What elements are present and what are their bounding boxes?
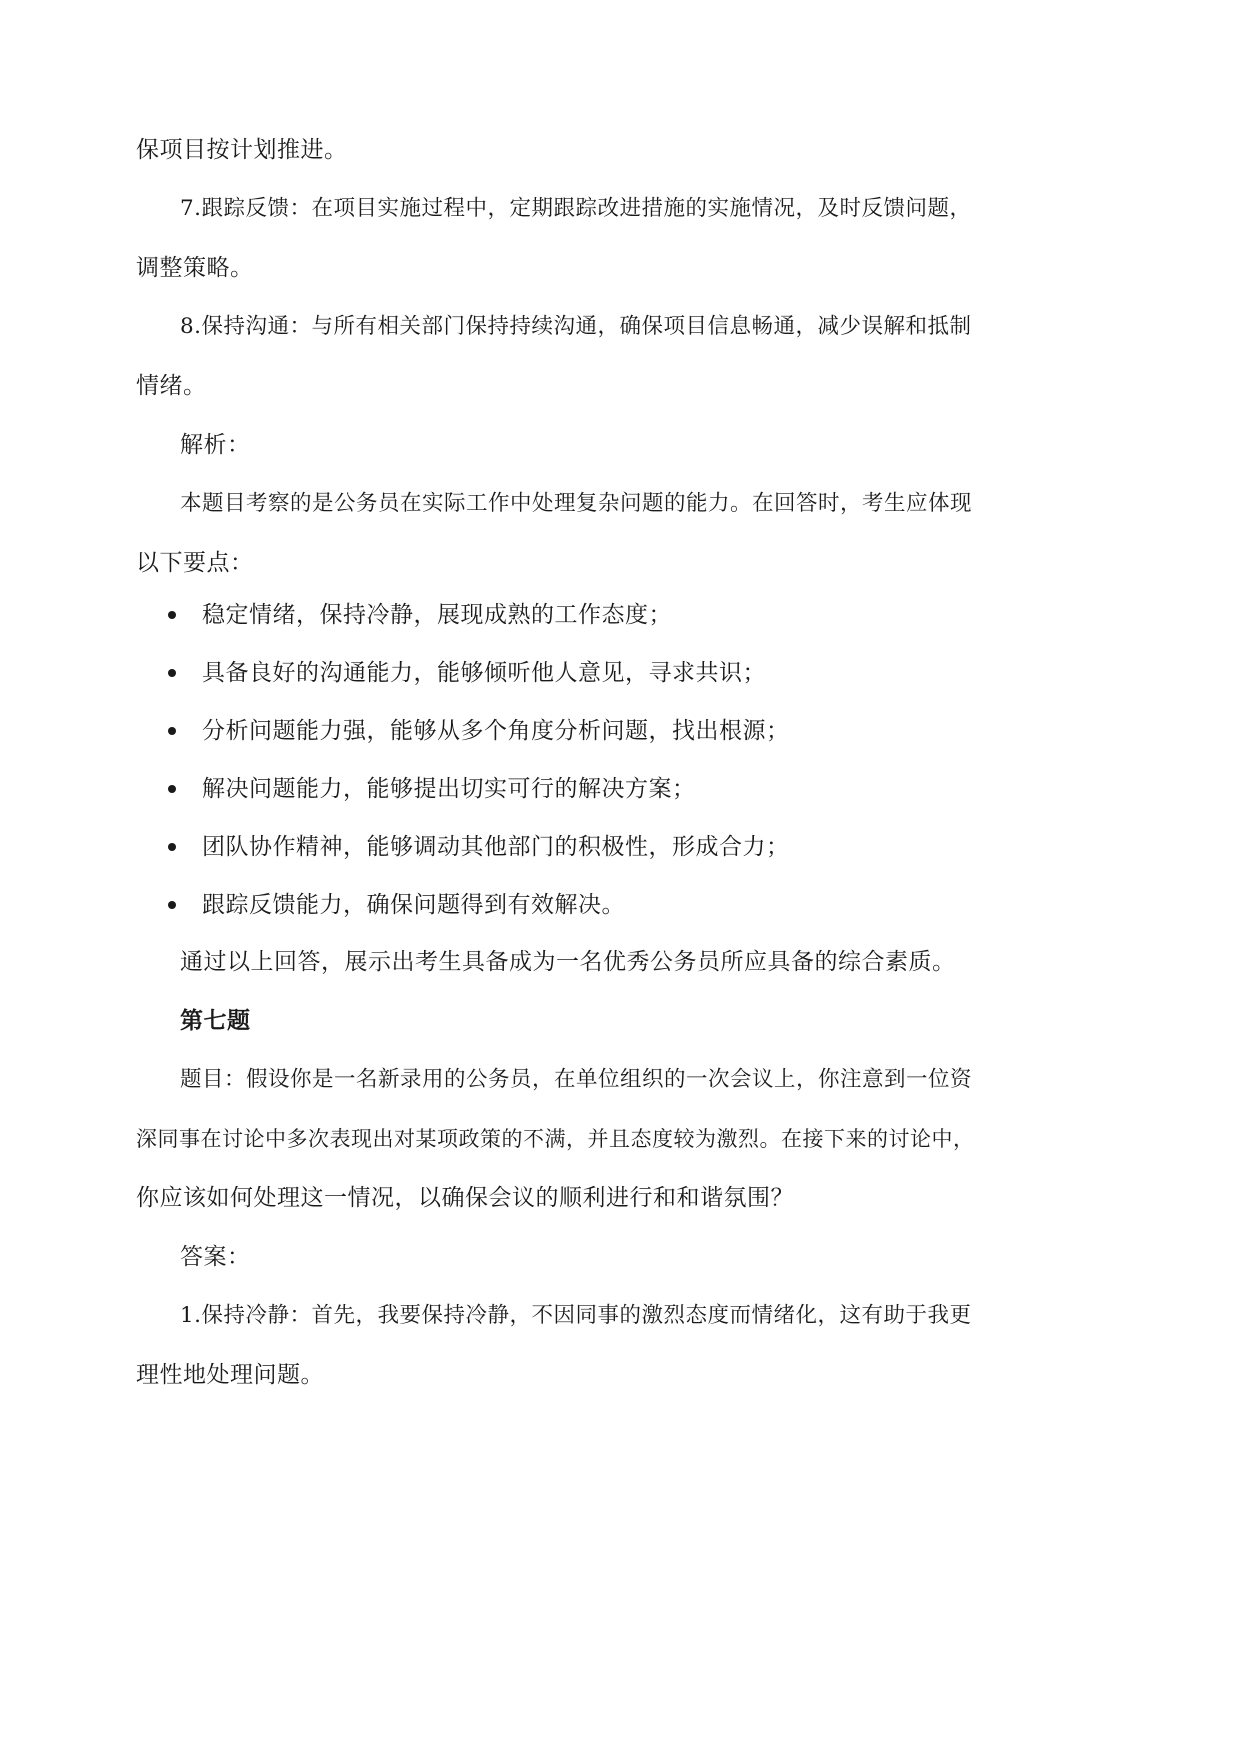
summary-paragraph: 通过以上回答，展示出考生具备成为一名优秀公务员所应具备的综合素质。 [180,949,956,975]
bullet-icon [168,611,176,619]
paragraph-line: 保项目按计划推进。 [136,137,348,163]
bullet-item: 解决问题能力，能够提出切实可行的解决方案； [202,776,696,802]
bullet-icon [168,785,176,793]
item-7-line-1: 7.跟踪反馈：在项目实施过程中，定期跟踪改进措施的实施情况，及时反馈问题， [180,196,972,221]
answer-1-line-1: 1.保持冷静：首先，我要保持冷静，不因同事的激烈态度而情绪化，这有助于我更 [180,1303,972,1328]
bullet-item: 团队协作精神，能够调动其他部门的积极性，形成合力； [202,834,790,860]
question-7-line-2: 深同事在讨论中多次表现出对某项政策的不满，并且态度较为激烈。在接下来的讨论中， [136,1127,975,1151]
question-7-line-1: 题目：假设你是一名新录用的公务员，在单位组织的一次会议上，你注意到一位资 [180,1067,973,1092]
answer-label: 答案： [180,1244,251,1270]
bullet-item: 跟踪反馈能力，确保问题得到有效解决。 [202,892,625,918]
bullet-icon [168,901,176,909]
bullet-icon [168,669,176,677]
bullet-item: 分析问题能力强，能够从多个角度分析问题，找出根源； [202,718,790,744]
analysis-label: 解析： [180,432,251,458]
question-7-heading: 第七题 [180,1008,251,1034]
item-8-line-1: 8.保持沟通：与所有相关部门保持持续沟通，确保项目信息畅通，减少误解和抵制 [180,314,972,339]
analysis-line-2: 以下要点： [136,550,254,576]
bullet-item: 稳定情绪，保持冷静，展现成熟的工作态度； [202,602,672,628]
bullet-item: 具备良好的沟通能力，能够倾听他人意见，寻求共识； [202,660,766,686]
bullet-icon [168,727,176,735]
analysis-line-1: 本题目考察的是公务员在实际工作中处理复杂问题的能力。在回答时，考生应体现 [180,491,973,516]
bullet-icon [168,843,176,851]
item-8-line-2: 情绪。 [136,373,207,399]
answer-1-line-2: 理性地处理问题。 [136,1362,324,1388]
question-7-line-3: 你应该如何处理这一情况，以确保会议的顺利进行和和谐氛围？ [136,1185,794,1211]
item-7-line-2: 调整策略。 [136,255,254,281]
